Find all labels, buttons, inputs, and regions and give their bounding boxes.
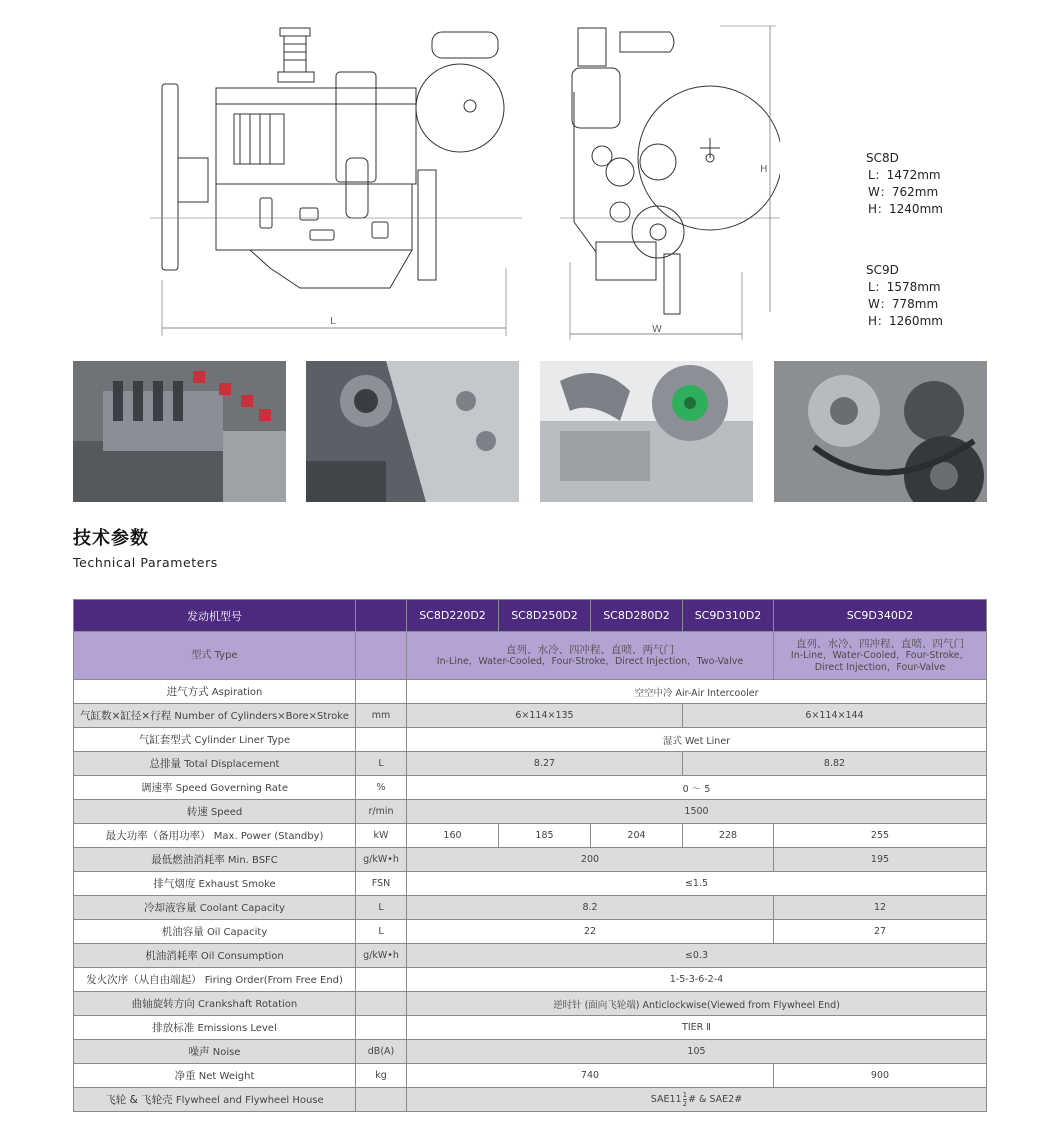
unit-cell [356,680,407,704]
table-row-bsfc [74,848,987,872]
param-label: 净重 Net Weight [74,1064,356,1088]
param-label: 机油容量 Oil Capacity [74,920,356,944]
value-cell-sc8d: 6×114×135 [407,704,683,728]
type-en: Direct Injection，Four-Valve [814,661,946,673]
type-value-sc9d [774,632,987,680]
table-row-coolant [74,896,987,920]
header-model: SC9D340D2 [774,600,987,632]
param-label: 冷却液容量 Coolant Capacity [74,896,356,920]
engine-photo-cylinder-head [306,361,519,502]
param-label: 调速率 Speed Governing Rate [74,776,356,800]
value-cell: 160 [407,824,499,848]
table-row-speed [74,800,987,824]
table-row-rotation [74,992,987,1016]
unit-cell [356,1088,407,1112]
param-label: 转速 Speed [74,800,356,824]
table-row-smoke [74,872,987,896]
value-cell: 204 [591,824,683,848]
value-cell: 1500 [407,800,987,824]
param-label: 最低燃油消耗率 Min. BSFC [74,848,356,872]
dimension-width: W：778mm [868,297,939,311]
unit-cell [356,992,407,1016]
value-cell: ≤0.3 [407,944,987,968]
value-cell: 255 [774,824,987,848]
dimension-height: H：1240mm [868,202,943,216]
table-row-emissions [74,1016,987,1040]
sc8d-dimensions [866,150,943,218]
value-cell: 105 [407,1040,987,1064]
dimension-height: H：1260mm [868,314,943,328]
value-cell-sc8d: 200 [407,848,774,872]
dimension-width: W：762mm [868,185,939,199]
value-cell-sc8d: 22 [407,920,774,944]
sc9d-dimensions [866,262,943,330]
table-row-type [74,632,987,680]
value-cell-sc9d: 12 [774,896,987,920]
param-label: 排气烟度 Exhaust Smoke [74,872,356,896]
unit-cell: g/kW•h [356,944,407,968]
dimension-model: SC8D [866,151,899,165]
unit-cell: % [356,776,407,800]
value-cell: SAE11 $\frac{1}{2}$ # & SAE2# [407,1088,987,1112]
unit-cell [356,1016,407,1040]
table-row-oil-capacity [74,920,987,944]
unit-cell: L [356,752,407,776]
value-cell: TIER Ⅱ [407,1016,987,1040]
value-cell: 1-5-3-6-2-4 [407,968,987,992]
engine-side-view-drawing [150,18,522,340]
value-cell-sc9d: 8.82 [683,752,987,776]
unit-cell [356,968,407,992]
header-model: SC9D310D2 [683,600,774,632]
param-label: 曲轴旋转方向 Crankshaft Rotation [74,992,356,1016]
param-label: 发火次序（从自由端起） Firing Order(From Free End) [74,968,356,992]
param-label: 机油消耗率 Oil Consumption [74,944,356,968]
value-cell: 湿式 Wet Liner [407,728,987,752]
header-engine-model: 发动机型号 [74,600,356,632]
value-cell-sc9d: 900 [774,1064,987,1088]
unit-cell [356,632,407,680]
table-row-oil-consumption [74,944,987,968]
length-dimension-label: L [330,316,336,327]
table-row-cylinders [74,704,987,728]
param-label: 最大功率（备用功率） Max. Power (Standby) [74,824,356,848]
unit-cell: dB(A) [356,1040,407,1064]
type-cn: 直列、水冷、四冲程、直喷、两气门 [506,643,674,656]
unit-cell [356,728,407,752]
unit-cell: kW [356,824,407,848]
value-cell-sc9d: 195 [774,848,987,872]
value-cell-sc9d: 27 [774,920,987,944]
param-label: 飞轮 & 飞轮壳 Flywheel and Flywheel House [74,1088,356,1112]
table-header-row [74,600,987,632]
value-cell: ≤1.5 [407,872,987,896]
table-row-flywheel [74,1088,987,1112]
param-label: 气缸数×缸径×行程 Number of Cylinders×Bore×Stroke [74,704,356,728]
engine-front-view-drawing [560,22,780,340]
param-label: 噪声 Noise [74,1040,356,1064]
table-row-noise [74,1040,987,1064]
section-title-en: Technical Parameters [73,555,218,570]
table-row-liner [74,728,987,752]
table-row-displacement [74,752,987,776]
value-cell: 逆时针 (面向飞轮端) Anticlockwise(Viewed from Flywheel End) [407,992,987,1016]
type-en: In-Line，Water-Cooled，Four-Stroke，Direct Injection，Two-Valve [436,655,744,667]
header-model: SC8D220D2 [407,600,499,632]
dimension-length: L：1472mm [868,168,941,182]
value-cell: 0 ～ 5 [407,776,987,800]
table-row-power [74,824,987,848]
unit-cell: kg [356,1064,407,1088]
width-dimension-label: W [652,324,662,335]
param-label: 排放标准 Emissions Level [74,1016,356,1040]
value-cell: 228 [683,824,774,848]
table-row-governing [74,776,987,800]
table-row-aspiration [74,680,987,704]
engine-photo-injection-pump [73,361,286,502]
technical-parameters-table [73,599,987,1112]
header-unit [356,600,407,632]
param-label: 型式 Type [74,632,356,680]
value-cell-sc9d: 6×114×144 [683,704,987,728]
value-cell: 185 [499,824,591,848]
header-model: SC8D280D2 [591,600,683,632]
value-cell: 空空中冷 Air-Air Intercooler [407,680,987,704]
unit-cell: r/min [356,800,407,824]
unit-cell: mm [356,704,407,728]
type-en: In-Line，Water-Cooled，Four-Stroke， [790,649,970,661]
unit-cell: g/kW•h [356,848,407,872]
engine-photo-belt-pulley [774,361,987,502]
value-cell-sc8d: 8.27 [407,752,683,776]
dimension-length: L：1578mm [868,280,941,294]
param-label: 总排量 Total Displacement [74,752,356,776]
param-label: 进气方式 Aspiration [74,680,356,704]
unit-cell: L [356,920,407,944]
type-value-sc8d [407,632,774,680]
unit-cell: FSN [356,872,407,896]
type-cn: 直列、水冷、四冲程、直喷、四气门 [796,637,964,650]
table-row-weight [74,1064,987,1088]
unit-cell: L [356,896,407,920]
header-model: SC8D250D2 [499,600,591,632]
engine-photo-turbocharger [540,361,753,502]
value-cell-sc8d: 8.2 [407,896,774,920]
table-row-firing-order [74,968,987,992]
height-dimension-label: H [760,164,768,175]
dimension-model: SC9D [866,263,899,277]
param-label: 气缸套型式 Cylinder Liner Type [74,728,356,752]
section-title-cn: 技术参数 [73,528,149,549]
value-cell-sc8d: 740 [407,1064,774,1088]
